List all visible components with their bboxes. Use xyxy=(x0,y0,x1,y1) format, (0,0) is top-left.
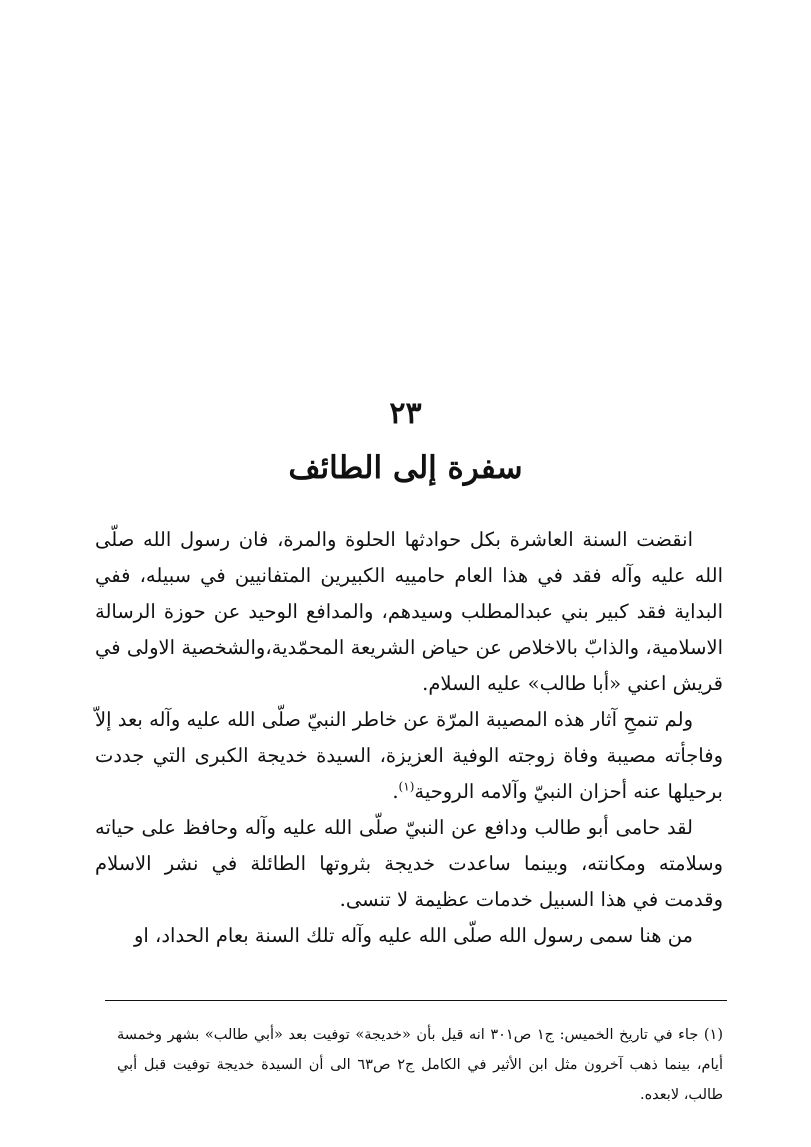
body-text xyxy=(95,522,723,954)
paragraph-2 xyxy=(95,702,723,810)
paragraph-1: انقضت السنة العاشرة بكل حوادثها الحلوة والمرة، فان رسول الله صلّى الله عليه وآله فقد في هذا العام حامييه الكبيرين المتفانيين في سبيله، ففي البداية فقد كبير بني عبدالمطلب وسيدهم، والمدافع الوحيد عن حوزة الرسالة الاسلامية، والذابّ بالاخلاص عن حياض الشريعة المحمّدية،والشخصية الاولى في قريش اعني «أبا طالب» عليه السلام. xyxy=(95,528,723,695)
paragraph-2-end: . xyxy=(392,780,399,803)
chapter-title: سفرة إلى الطائف xyxy=(288,450,523,486)
footnote-divider xyxy=(105,1000,727,1001)
paragraph-3: لقد حامى أبو طالب ودافع عن النبيّ صلّى الله عليه وآله وحافظ على حياته وسلامته ومكانته، وبينما ساعدت خديجة بثروتها الطائلة في نشر الاسلام وقدمت في هذا السبيل خدمات عظيمة لا تنسى. xyxy=(95,816,723,911)
paragraph-2-text: ولم تنمحِ آثار هذه المصيبة المرّة عن خاطر النبيّ صلّى الله عليه وآله بعد إلاّ وفاجأته مصيبة وفاة زوجته الوفية العزيزة، السيدة خديجة الكبرى التي جددت برحيلها عنه أحزان النبيّ وآلامه الروحية xyxy=(95,708,723,803)
footnote: (١) جاء في تاريخ الخميس: ج١ ص٣٠١ انه قيل بأن «خديجة» توفيت بعد «أبي طالب» بشهر وخمسة أيام، بينما ذهب آخرون مثل ابن الأثير في الكامل ج٢ ص٦٣ الى أن السيدة خديجة توفيت قبل أبي طالب، لابعده. xyxy=(117,1027,723,1103)
paragraph-4: من هنا سمى رسول الله صلّى الله عليه وآله تلك السنة بعام الحداد، او xyxy=(134,924,693,947)
chapter-number: ٢٣ xyxy=(389,396,422,431)
footnote-reference: (١) xyxy=(398,779,415,794)
